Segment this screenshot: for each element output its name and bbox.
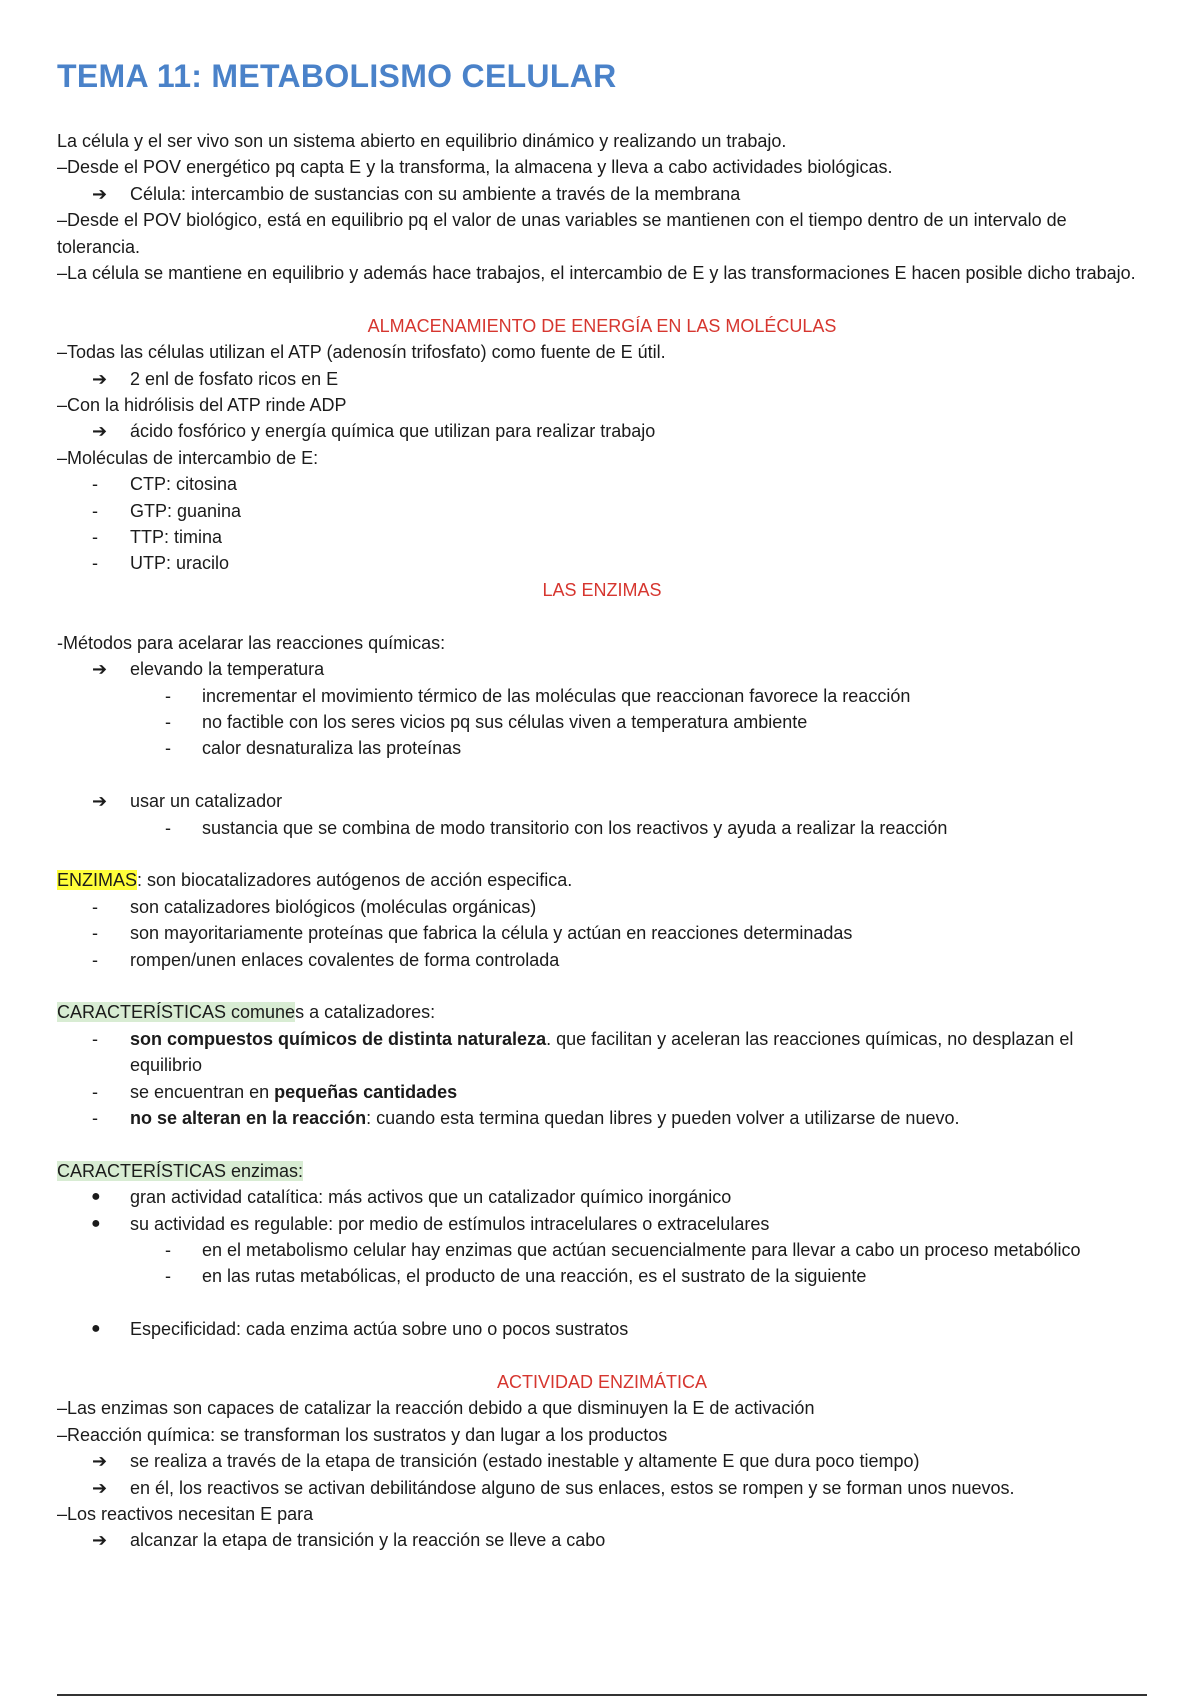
- list-item-text: [130, 1108, 959, 1128]
- section-heading-almacenamiento: ALMACENAMIENTO DE ENERGÍA EN LAS MOLÉCULAS: [367, 315, 837, 336]
- list-item-text: CTP: citosina: [130, 474, 238, 495]
- dash-icon: -: [92, 500, 98, 521]
- list-item: [57, 471, 1147, 497]
- list-item-text: en él, los reactivos se activan debilitándose alguno de sus enlaces, estos se rompen y se forman unos nuevos.: [130, 1477, 1015, 1498]
- text-line: –Los reactivos necesitan E para: [57, 1504, 314, 1524]
- arrow-icon: ➔: [92, 183, 108, 204]
- arrow-icon: ➔: [92, 659, 108, 680]
- list-item-text: sustancia que se combina de modo transitorio con los reactivos y ayuda a realizar la reacción: [202, 817, 948, 838]
- list-item-text: son mayoritariamente proteínas que fabrica la célula y actúan en reacciones determinadas: [130, 923, 853, 944]
- list-item: [57, 181, 1147, 207]
- bullet-icon: ●: [91, 1214, 101, 1232]
- dash-icon: -: [165, 738, 171, 759]
- dash-icon: -: [92, 1081, 98, 1102]
- dash-icon: -: [92, 553, 98, 574]
- dash-icon: -: [92, 474, 98, 495]
- dash-icon: -: [165, 711, 171, 732]
- list-item: [57, 894, 1147, 920]
- list-item: [57, 1079, 1147, 1105]
- list-item-text: elevando la temperatura: [130, 659, 325, 680]
- arrow-icon: ➔: [92, 1477, 108, 1498]
- text-line: –Moléculas de intercambio de E:: [57, 447, 319, 468]
- list-item: [57, 947, 1147, 973]
- list-item: [57, 920, 1147, 946]
- list-item-text: en el metabolismo celular hay enzimas que actúan secuencialmente para llevar a cabo un proceso metabólico: [202, 1239, 1081, 1260]
- list-item-text: su actividad es regulable: por medio de estímulos intracelulares o extracelulares: [130, 1213, 770, 1234]
- list-item-text: se realiza a través de la etapa de transición (estado inestable y altamente E que dura poco tiempo): [130, 1451, 920, 1472]
- list-item: [57, 1105, 1147, 1131]
- list-item-text: rompen/unen enlaces covalentes de forma controlada: [130, 949, 560, 970]
- list-item-text: TTP: timina: [130, 527, 223, 548]
- intro-paragraph-3: –Desde el POV biológico, está en equilibrio pq el valor de unas variables se mantienen con el tiempo dentro de un intervalo de tolerancia.: [57, 210, 1067, 257]
- bold-text: pequeñas cantidades: [274, 1081, 458, 1102]
- caracteristicas-enzimas-label: [57, 1158, 1147, 1184]
- document-page: [57, 0, 1147, 1700]
- arrow-icon: ➔: [92, 791, 108, 812]
- list-item: [57, 1475, 1147, 1501]
- dash-icon: -: [92, 527, 98, 548]
- text-line: –Las enzimas son capaces de catalizar la reacción debido a que disminuyen la E de activación: [57, 1398, 815, 1419]
- list-item-text: no factible con los seres vicios pq sus células viven a temperatura ambiente: [202, 711, 808, 732]
- document-body: [57, 128, 1147, 1554]
- dash-icon: -: [92, 896, 98, 917]
- bold-text: son compuestos químicos de distinta naturaleza: [130, 1028, 547, 1049]
- list-item: [57, 498, 1147, 524]
- arrow-icon: ➔: [92, 421, 108, 442]
- label-rest: s a catalizadores:: [295, 1002, 436, 1023]
- list-item: [57, 366, 1147, 392]
- bullet-icon: ●: [91, 1320, 101, 1338]
- list-item: [57, 683, 1147, 709]
- list-item-text: 2 enl de fosfato ricos en E: [130, 368, 339, 389]
- list-item: [57, 656, 1147, 682]
- list-item: [57, 1026, 1147, 1079]
- list-item: [57, 1316, 1147, 1342]
- dash-icon: -: [92, 949, 98, 970]
- dash-icon: -: [165, 1239, 171, 1260]
- dash-icon: -: [92, 923, 98, 944]
- list-item: [57, 1211, 1147, 1237]
- list-item: [57, 735, 1147, 761]
- bullet-icon: ●: [91, 1188, 101, 1206]
- list-item: [57, 1527, 1147, 1553]
- list-item: [57, 1237, 1147, 1263]
- definition-text: : son biocatalizadores autógenos de acción especifica.: [137, 870, 573, 891]
- list-item-text: en las rutas metabólicas, el producto de una reacción, es el sustrato de la siguiente: [202, 1266, 867, 1287]
- list-item-text: incrementar el movimiento térmico de las moléculas que reaccionan favorece la reacción: [202, 685, 911, 706]
- section-heading-actividad: ACTIVIDAD ENZIMÁTICA: [496, 1371, 707, 1392]
- list-item: [57, 1448, 1147, 1474]
- list-item: [57, 815, 1147, 841]
- list-item-text: usar un catalizador: [130, 791, 283, 812]
- highlighted-term: ENZIMAS: [57, 870, 138, 891]
- list-item-text: [130, 1029, 1073, 1075]
- list-item-text: GTP: guanina: [130, 500, 242, 521]
- intro-paragraph-1: La célula y el ser vivo son un sistema abierto en equilibrio dinámico y realizando un trabajo.: [57, 131, 787, 151]
- list-item-text: Célula: intercambio de sustancias con su ambiente a través de la membrana: [130, 183, 741, 204]
- plain-text: : cuando esta termina quedan libres y pueden volver a utilizarse de nuevo.: [366, 1107, 960, 1128]
- enzimas-definition: [57, 867, 1147, 893]
- list-item-text: UTP: uracilo: [130, 553, 230, 574]
- bold-text: no se alteran en la reacción: [130, 1107, 367, 1128]
- list-item-text: [130, 1082, 457, 1102]
- dash-icon: -: [92, 1028, 98, 1049]
- arrow-icon: ➔: [92, 1530, 108, 1551]
- text-line: –Con la hidrólisis del ATP rinde ADP: [57, 395, 347, 416]
- arrow-icon: ➔: [92, 1451, 108, 1472]
- list-item: [57, 418, 1147, 444]
- arrow-icon: ➔: [92, 368, 108, 389]
- text-line: –Todas las células utilizan el ATP (adenosín trifosfato) como fuente de E útil.: [57, 342, 666, 363]
- plain-text: . que facilitan y aceleran las reacciones químicas, no desplazan el equilibrio: [130, 1028, 1074, 1076]
- list-item: [57, 788, 1147, 814]
- section-heading-enzimas: LAS ENZIMAS: [542, 579, 662, 600]
- dash-icon: -: [92, 1107, 98, 1128]
- intro-paragraph-4: –La célula se mantiene en equilibrio y además hace trabajos, el intercambio de E y las transformaciones E hacen posible dicho trabajo.: [57, 263, 1136, 284]
- plain-text: se encuentran en: [130, 1081, 275, 1102]
- footer-divider: [57, 1694, 1147, 1696]
- text-line: -Métodos para acelarar las reacciones químicas:: [57, 632, 446, 653]
- list-item-text: calor desnaturaliza las proteínas: [202, 738, 462, 759]
- caracteristicas-comunes-label: [57, 999, 1147, 1025]
- list-item-text: ácido fosfórico y energía química que utilizan para realizar trabajo: [130, 421, 656, 442]
- list-item-text: gran actividad catalítica: más activos que un catalizador químico inorgánico: [130, 1187, 732, 1208]
- list-item: [57, 524, 1147, 550]
- page-title: TEMA 11: METABOLISMO CELULAR: [57, 58, 617, 94]
- list-item: [57, 550, 1147, 576]
- highlighted-term: CARACTERÍSTICAS enzimas:: [57, 1160, 304, 1181]
- list-item-text: alcanzar la etapa de transición y la reacción se lleve a cabo: [130, 1530, 606, 1551]
- dash-icon: -: [165, 817, 171, 838]
- list-item-text: son catalizadores biológicos (moléculas orgánicas): [130, 896, 537, 917]
- highlighted-term: CARACTERÍSTICAS comune: [57, 1002, 296, 1023]
- list-item: [57, 709, 1147, 735]
- dash-icon: -: [165, 1266, 171, 1287]
- list-item: [57, 1263, 1147, 1289]
- list-item: [57, 1184, 1147, 1210]
- list-item-text: Especificidad: cada enzima actúa sobre uno o pocos sustratos: [130, 1319, 629, 1340]
- text-line: –Reacción química: se transforman los sustratos y dan lugar a los productos: [57, 1424, 668, 1445]
- dash-icon: -: [165, 685, 171, 706]
- intro-paragraph-2: –Desde el POV energético pq capta E y la transforma, la almacena y lleva a cabo actividades biológicas.: [57, 157, 893, 178]
